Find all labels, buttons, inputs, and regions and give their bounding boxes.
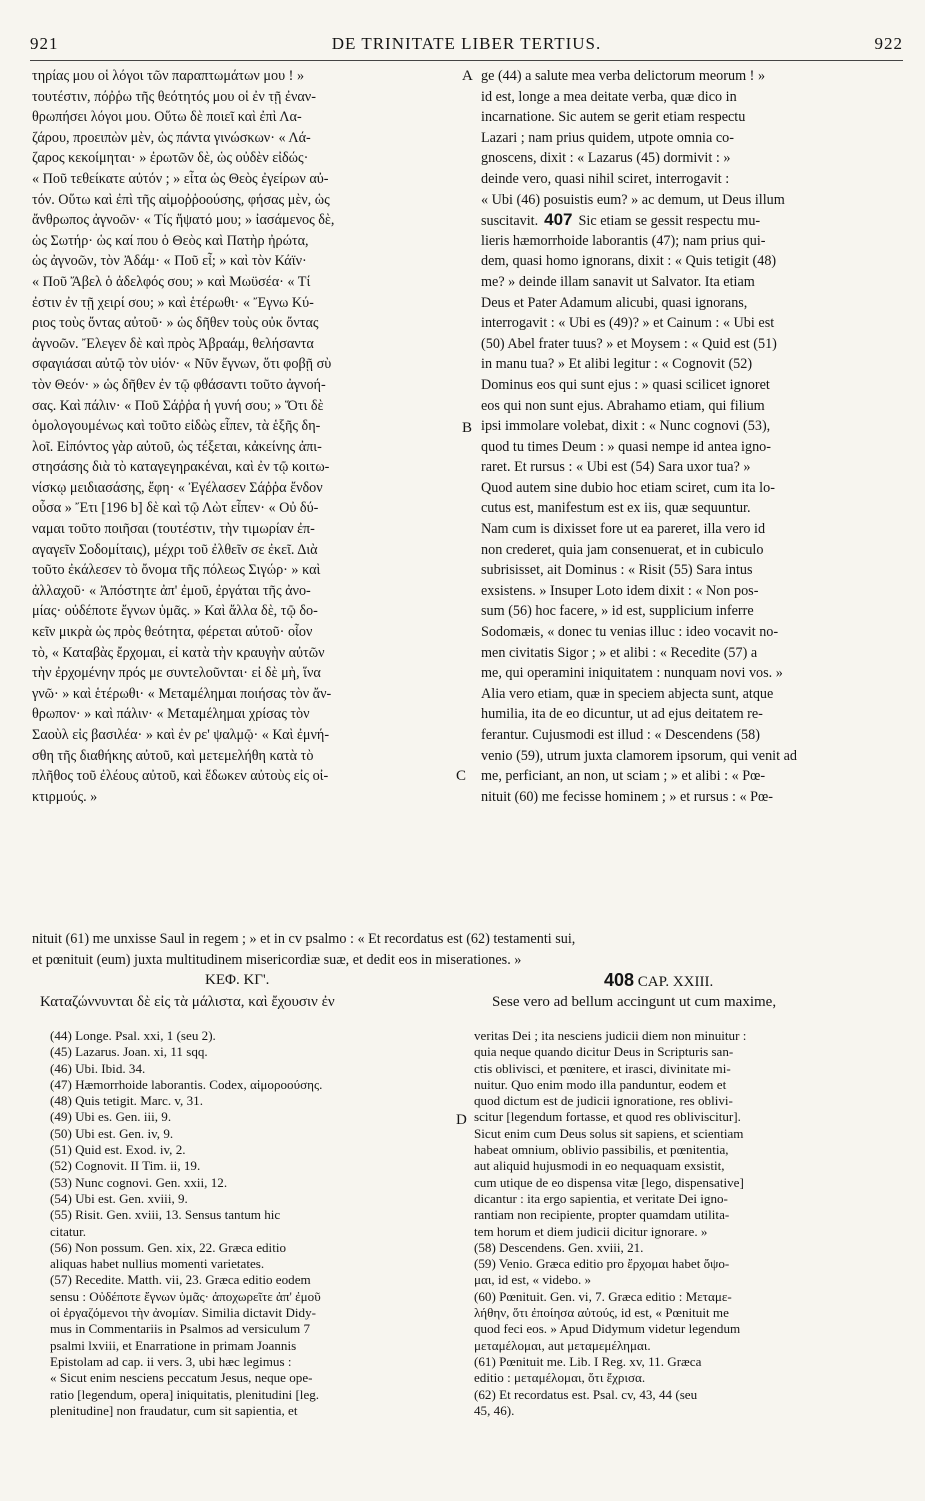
latin-text-line: cutus est, manifestum est ex iis, quæ sequuntur.: [481, 500, 751, 517]
greek-text-line: γνῶ· » καὶ ἑτέρωθι· « Μεταμέλημαι ποιήσας τὸν ἄν-: [32, 685, 332, 702]
full-width-line-1: nituit (61) me unxisse Saul in regem ; » et in cv psalmo : « Et recordatus est (62) testamenti sui,: [32, 931, 576, 947]
greek-text-line: οὖσα » Ἔτι [196 b] δὲ καὶ τῷ Λὼτ εἶπεν· « Οὐ δύ-: [32, 500, 319, 517]
margin-letter-c: C: [456, 768, 467, 784]
greek-text-line: λοῖ. Εἰπόντος γὰρ αὐτοῦ, ὡς τέξεται, κἀκείνης ἀπι-: [32, 438, 322, 455]
footnote-line: dicantur : ita ergo sapientia, et veritate Dei igno-: [474, 1190, 728, 1206]
latin-text-line: id est, longe a mea deitate verba, quæ dico in: [481, 88, 737, 105]
footnote-line: scitur [legendum fortasse, et quod res obliviscitur].: [474, 1109, 741, 1125]
greek-chapter-heading: ΚΕΦ. ΚΓ'.: [205, 972, 270, 988]
latin-text-line: ferantur. Cujusmodi est illud : « Descendens (58): [481, 727, 760, 743]
greek-text-line: ζάρου, προειπὼν μὲν, ὡς πάντα γινώσκων· « Λά-: [32, 129, 311, 146]
latin-text-line: me, perficiant, an non, ut sciam ; » et alibi : « Pœ-: [481, 768, 766, 785]
footnote-line: nuitur. Quo enim modo illa panduntur, eodem et: [474, 1076, 727, 1092]
greek-text-line: ἀγνοῶν. Ἔλεγεν δὲ καὶ πρὸς Ἀβραάμ, θελήσαντα: [32, 335, 314, 352]
greek-text-line: « Ποῦ τεθείκατε αὐτόν ; » εἶτα ὡς Θεὸς ἐγείρων αὐ-: [32, 170, 329, 187]
right-page-number: 922: [874, 34, 903, 53]
latin-text-line: subrisisset, ait Dominus : « Risit (55) Sara intus: [481, 562, 753, 579]
footnote-line: (60) Pœnituit. Gen. vi, 7. Græca editio : Μεταμε-: [474, 1288, 732, 1304]
latin-text-segment: Sic etiam se gessit respectu mu-: [578, 213, 761, 230]
greek-text-line: « Ποῦ Ἄβελ ὁ ἀδελφός σου; » καὶ Μωϋσέα· « Τί: [32, 273, 311, 290]
latin-text-line: Nam cum is dixisset fore ut ea pareret, illa vero id: [481, 521, 766, 538]
greek-text-line: στησάσης διὰ τὸ καταγεγηρακέναι, καὶ ἐν τῷ κοιτω-: [32, 459, 330, 476]
column-mark-407: 407: [544, 210, 573, 230]
latin-text-line: exsistens. » Insuper Loto idem dixit : « Non pos-: [481, 582, 759, 599]
latin-text-line: « Ubi (46) posuistis eum? » ac demum, ut Deus illum: [481, 191, 785, 208]
latin-text-line: non crederet, quia jam consenuerat, et in cubiculo: [481, 541, 764, 558]
greek-text-line: σας. Καὶ πάλιν· « Ποῦ Σάῤῥα ἡ γυνή σου; » Ὅτι δὲ: [32, 397, 324, 414]
footnote-line: editio : μεταμέλομαι, ὅτι ἔχρισα.: [474, 1370, 646, 1386]
latin-text-line: me, qui operamini iniquitatem : nunquam novi vos. »: [481, 665, 783, 682]
latin-text-line: raret. Et rursus : « Ubi est (54) Sara uxor tua? »: [481, 459, 751, 476]
greek-text-line: ναμαι τοῦτο ποιῆσαι (τουτέστιν, τὴν τιμωρίαν ἐπ-: [32, 521, 315, 538]
footnote-line: λήθην, ὅτι ἐποίησα αὐτούς, id est, « Pœnituit me: [474, 1305, 729, 1321]
footnote-line: (62) Et recordatus est. Psal. cv, 43, 44 (seu: [474, 1386, 698, 1402]
header-rule: [30, 60, 903, 61]
greek-text-line: ἀλλαχοῦ· « Ἀπόστητε ἀπ' ἐμοῦ, ἐργάται τῆς ἀνο-: [32, 582, 311, 599]
footnote-line: Epistolam ad cap. ii vers. 3, ubi hæc legimus :: [50, 1353, 292, 1369]
greek-text-line: ὡς Σωτήρ· ὡς καί που ὁ Θεὸς καὶ Πατὴρ ἠρώτα,: [32, 232, 309, 249]
latin-text-line: dem, quasi homo ignorans, dixit : « Quis tetigit (48): [481, 253, 777, 270]
footnote-line: (46) Ubi. Ibid. 34.: [50, 1060, 146, 1076]
margin-letter-b: B: [462, 420, 473, 436]
latin-text-line: Dominus eos qui sunt ejus : » quasi scilicet ignoret: [481, 376, 770, 393]
latin-text-line: ipsi immolare volebat, dixit : « Nunc cognovi (53),: [481, 418, 771, 435]
greek-text-line: τηρίας μου οἱ λόγοι τῶν παραπτωμάτων μου ! »: [32, 68, 305, 84]
footnote-line: quia neque quando dicitur Deus in Scripturis san-: [474, 1044, 734, 1060]
latin-text-line: venio (59), utrum juxta clamorem ipsorum, qui venit ad: [481, 747, 797, 764]
footnote-line: plenitudine] non fraudatur, cum sit sapientia, et: [50, 1402, 298, 1418]
footnote-line: (48) Quis tetigit. Marc. v, 31.: [50, 1093, 203, 1109]
footnote-line: cum utique de eo dispensa vitæ [lego, dispensative]: [474, 1174, 744, 1190]
footnote-line: οἱ ἐργαζόμενοι τὴν ἀνομίαν. Similia dictavit Didy-: [50, 1305, 316, 1321]
greek-text-line: τοῦτο ἐκάλεσεν τὸ ὄνομα τῆς πόλεως Σιγώρ· » καὶ: [32, 562, 321, 579]
latin-text-line: interrogavit : « Ubi es (49)? » et Cainum : « Ubi est: [481, 315, 775, 332]
greek-text-line: ὡς ἀγνοῶν, τὸν Ἀδάμ· « Ποῦ εἶ; » καὶ τὸν Κάϊν·: [32, 253, 307, 270]
footnote-line: quod feci eos. » Apud Didymum videtur legendum: [474, 1321, 741, 1337]
footnote-line: aut aliquid hujusmodi in eo nequaquam exsistit,: [474, 1158, 725, 1174]
footnote-line: (56) Non possum. Gen. xix, 22. Græca editio: [50, 1239, 287, 1255]
greek-text-line: νίσκῳ μειδιασάσης, ἔφη· « Ἐγέλασεν Σάῤῥα ἔνδον: [32, 479, 323, 496]
footnote-line: (49) Ubi es. Gen. iii, 9.: [50, 1109, 172, 1125]
footnote-line: 45, 46).: [474, 1402, 515, 1418]
greek-text-line: τουτέστιν, πόῤῥω τῆς θεότητός μου οἱ ἐν τῇ ἐναν-: [32, 88, 316, 105]
footnote-line: (50) Ubi est. Gen. iv, 9.: [50, 1125, 174, 1141]
latin-text-line: Deus et Pater Adamum alicubi, quasi ignorans,: [481, 294, 748, 311]
latin-text-line: sum (56) hoc facere, » id est, supplicium inferre: [481, 603, 754, 620]
greek-text-line: κτιρμούς. »: [32, 788, 98, 805]
greek-text-line: ἐστιν ἐν τῇ χειρί σου; » καὶ ἑτέρωθι· « Ἔγνω Κύ-: [32, 294, 314, 311]
greek-text-line: θρωπήσει λόγοι μου. Οὕτω δὲ ποιεῖ καὶ ἐπὶ Λα-: [32, 109, 302, 126]
footnote-line: quod dictum est de judicii ignoratione, res oblivi-: [474, 1093, 733, 1109]
footnote-line: Sicut enim cum Deus solus sit sapiens, et scientiam: [474, 1125, 744, 1141]
footnote-line: μεταμέλομαι, aut μεταμεμέλημαι.: [474, 1337, 651, 1353]
footnote-line: (51) Quid est. Exod. iv, 2.: [50, 1142, 186, 1158]
latin-text-line: (50) Abel frater tuus? » et Moysem : « Quid est (51): [481, 335, 777, 352]
footnote-line: (47) Hæmorrhoide laborantis. Codex, αἱμοροούσης.: [50, 1076, 323, 1092]
footnote-line: (52) Cognovit. II Tim. ii, 19.: [50, 1158, 201, 1174]
footnote-line: rantiam non recipiente, propter quamdam utilita-: [474, 1207, 730, 1223]
latin-text-line: incarnatione. Sic autem se gerit etiam respectu: [481, 109, 746, 126]
footnote-line: ratio [legendum, opera] iniquitatis, plenitudini [leg.: [50, 1386, 320, 1402]
footnote-line: μαι, id est, « videbo. »: [474, 1272, 592, 1288]
latin-chapter-line: Sese vero ad bellum accingunt ut cum maxime,: [492, 994, 777, 1010]
greek-text-line: τόν. Οὕτω καὶ ἐπὶ τῆς αἱμοῤῥοούσης, φήσας μὲν, ὡς: [32, 191, 330, 208]
footnote-line: veritas Dei ; ita nesciens judicii diem non minuitur :: [474, 1028, 747, 1043]
footnote-line: (55) Risit. Gen. xviii, 13. Sensus tantum hic: [50, 1207, 281, 1223]
greek-text-line: τὸν Θεόν· » ὡς δῆθεν ἐν τῷ φθάσαντι τοῦτο ἀγνοή-: [32, 376, 326, 393]
footnote-line: sensu : Οὐδέποτε ἔγνων ὑμᾶς· ἀποχωρεῖτε ἀπ' ἐμοῦ: [50, 1288, 321, 1304]
footnotes-left: [50, 1028, 450, 1419]
latin-chapter-heading: CAP. XXIII.: [637, 974, 714, 990]
footnote-line: (45) Lazarus. Joan. xi, 11 sqq.: [50, 1044, 208, 1060]
latin-text-line: in manu tua? » Et alibi legitur : « Cognovit (52): [481, 356, 753, 373]
footnote-line: (53) Nunc cognovi. Gen. xxii, 12.: [50, 1174, 228, 1190]
greek-text-column: [32, 66, 457, 807]
greek-text-line: κεῖν μικρὰ ὡς πρὸς θεότητα, φέρεται αὐτοῦ· οἷον: [32, 624, 313, 641]
footnote-line: ctis oblivisci, et pœnitere, et irasci, divinitate mi-: [474, 1060, 731, 1076]
full-width-line-2: et pœnituit (eum) juxta multitudinem misericordiæ suæ, et dedit eos in miserationes. »: [32, 952, 522, 968]
latin-text-line: nituit (60) me fecisse hominem ; » et rursus : « Pœ-: [481, 788, 773, 805]
latin-text-line: humilia, ita de eo dicuntur, ut ad ejus deitatem re-: [481, 706, 763, 723]
footnote-line: (54) Ubi est. Gen. xviii, 9.: [50, 1190, 188, 1206]
greek-text-line: τὴν ἐρχομένην πρός με συντελοῦνται· εἰ δὲ μὴ, ἵνα: [32, 665, 321, 682]
footnote-line: (58) Descendens. Gen. xviii, 21.: [474, 1239, 644, 1255]
running-title: DE TRINITATE LIBER TERTIUS.: [331, 34, 602, 53]
latin-text-line: [481, 210, 891, 231]
footnote-line: « Sicut enim nesciens peccatum Jesus, neque ope-: [50, 1370, 313, 1386]
footnote-line: psalmi lxviii, et Enarratione in primam Joannis: [50, 1337, 297, 1353]
greek-text-line: ἄνθρωπος ἀγνοῶν· « Τίς ἥψατό μου; » ἰασάμενος δὲ,: [32, 212, 335, 229]
footnote-line: citatur.: [50, 1223, 86, 1239]
greek-text-line: πλῆθος τοῦ ἐλέους αὐτοῦ, καὶ ἔδωκεν αὐτοὺς εἰς οἰ-: [32, 768, 329, 785]
latin-text-line: eos qui non sunt ejus. Abrahamo etiam, qui filium: [481, 397, 765, 414]
latin-text-segment: suscitavit.: [481, 213, 539, 230]
greek-chapter-line: Καταζώννυνται δὲ εἰς τὰ μάλιστα, καὶ ἔχουσιν ἐν: [40, 994, 335, 1010]
latin-text-column: [481, 66, 891, 807]
greek-text-line: αγαγεῖν Σοδομίταις), μέχρι τοῦ ἐλθεῖν σε ἐκεῖ. Διὰ: [32, 541, 318, 558]
footnote-line: tem horum et diem judicii dicitur ignorare. »: [474, 1223, 708, 1239]
margin-letter-a: A: [462, 68, 473, 84]
column-mark-408: 408: [604, 970, 635, 990]
greek-text-line: σθη τῆς διαθήκης αὐτοῦ, καὶ μετεμελήθη κατὰ τὸ: [32, 747, 314, 764]
greek-text-line: ριος τοὺς ὄντας αὐτοῦ· » ὡς δῆθεν τοὺς οὐκ ὄντας: [32, 315, 319, 332]
latin-text-line: gnoscens, dixit : « Lazarus (45) dormivit : »: [481, 150, 731, 167]
footnote-line: (61) Pœnituit me. Lib. I Reg. xv, 11. Græca: [474, 1353, 702, 1369]
latin-text-line: me? » deinde illam sanavit ut Salvator. Ita etiam: [481, 273, 755, 290]
footnote-line: (44) Longe. Psal. xxi, 1 (seu 2).: [50, 1028, 216, 1043]
footnote-line: (59) Venio. Græca editio pro ἔρχομαι habet ὄψο-: [474, 1256, 730, 1272]
greek-text-line: Σαοὺλ εἰς βασιλέα· » καὶ ἐν ρε' ψαλμῷ· « Καὶ ἐμνή-: [32, 727, 330, 743]
greek-text-line: θρωπον· » καὶ πάλιν· « Μεταμέλημαι χρίσας τὸν: [32, 706, 310, 723]
latin-text-line: lieris hæmorrhoide laborantis (47); nam prius qui-: [481, 232, 766, 249]
footnote-line: (57) Recedite. Matth. vii, 23. Græca editio eodem: [50, 1272, 311, 1288]
latin-text-line: Lazari ; nam prius quidem, utpote omnia co-: [481, 129, 734, 146]
greek-text-line: ζαρος κεκοίμηται· » ἐρωτῶν δὲ, ὡς οὐδὲν εἰδώς·: [32, 150, 309, 167]
latin-text-line: men civitatis Sigor ; » et alibi : « Recedite (57) a: [481, 644, 758, 661]
greek-text-line: τὸ, « Καταβὰς ἔρχομαι, εἰ κατὰ τὴν κραυγὴν αὐτῶν: [32, 644, 325, 661]
footnote-line: aliquas habet nullius momenti varietates.: [50, 1256, 265, 1272]
left-page-number: 921: [30, 34, 59, 53]
running-header: [30, 34, 903, 56]
latin-text-line: deinde vero, quasi nihil sciret, interrogavit :: [481, 170, 730, 187]
latin-text-line: Sodomæis, « donec tu venias illuc : ideo vocavit no-: [481, 624, 779, 641]
greek-text-line: σφαγιάσαι αὐτῷ τὸν υἱόν· « Νῦν ἔγνων, ὅτι φοβῇ σὺ: [32, 356, 332, 373]
greek-text-line: μίας· οὐδέποτε ἔγνων ὑμᾶς. » Καὶ ἄλλα δὲ, τῷ δο-: [32, 603, 318, 620]
footnotes-right: [474, 1028, 890, 1419]
latin-chapter-heading-block: [604, 970, 713, 991]
footnote-line: habeat omnium, oblivio passibilis, et pœnitentia,: [474, 1142, 729, 1158]
latin-text-line: Quod autem sine dubio hoc etiam sciret, cum ita lo-: [481, 479, 775, 496]
greek-text-line: ὁμολογουμένως καὶ τοῦτο εἰδὼς εἶπεν, τὰ ἑξῆς δη-: [32, 418, 321, 435]
margin-letter-d: D: [456, 1112, 467, 1128]
latin-text-line: ge (44) a salute mea verba delictorum meorum ! »: [481, 68, 766, 84]
latin-text-line: quod tu times Deum : » quasi nempe id antea igno-: [481, 438, 771, 455]
footnote-line: mus in Commentariis in Psalmos ad versiculum 7: [50, 1321, 311, 1337]
latin-text-line: Alia vero etiam, quæ in speciem abjecta sunt, atque: [481, 685, 774, 702]
